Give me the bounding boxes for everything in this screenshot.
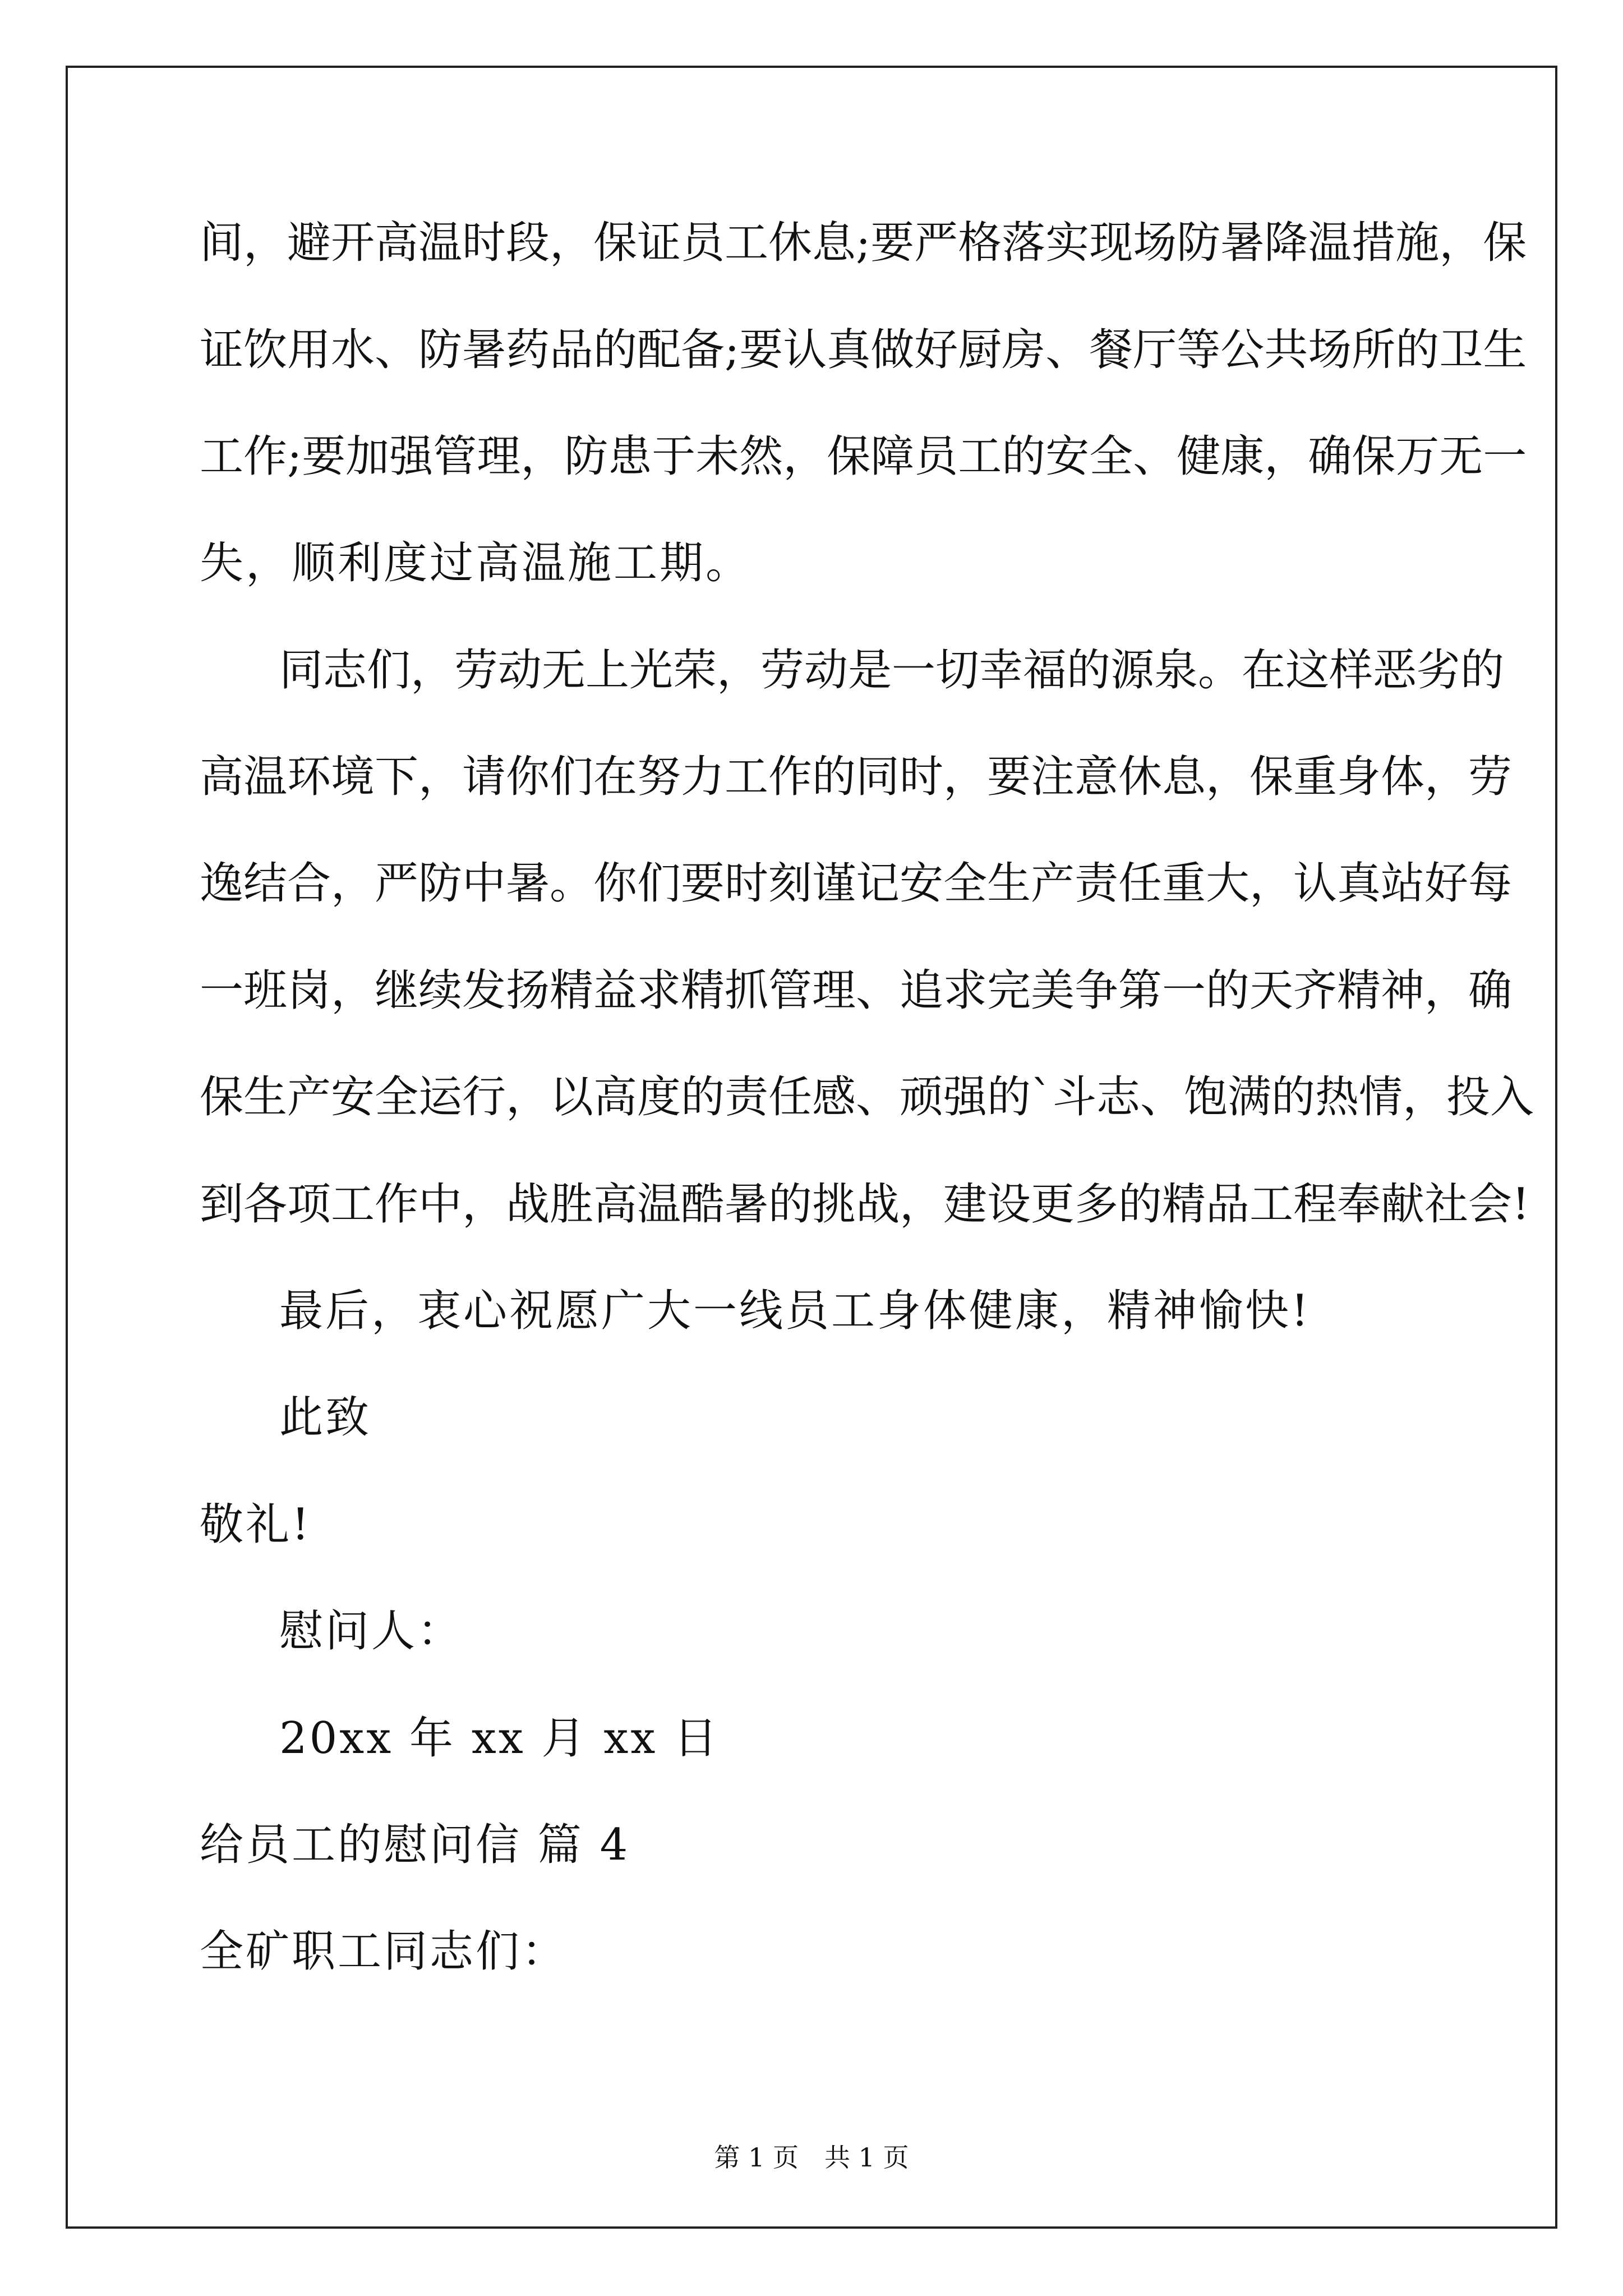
paragraph-line: 同志们，劳动无上光荣，劳动是一切幸福的源泉。在这样恶劣的 [279,645,1505,696]
section-title: 给员工的慰问信 篇 4 [200,1820,630,1870]
paragraph-line: 失，顺利度过高温施工期。 [200,538,752,588]
page-footer: 第 1 页 共 1 页 [714,2142,909,2173]
closing-wish: 最后，衷心祝愿广大一线员工身体健康，精神愉快! [279,1286,1311,1336]
paragraph-line: 工作;要加强管理，防患于未然，保障员工的安全、健康，确保万无一 [200,431,1527,482]
greeting: 全矿职工同志们： [200,1926,568,1977]
paragraph-line: 证饮用水、防暑药品的配备;要认真做好厨房、餐厅等公共场所的卫生 [200,325,1527,375]
paragraph-line: 一班岗，继续发扬精益求精抓管理、追求完美争第一的天齐精神，确 [200,965,1513,1016]
paragraph-line: 间，避开高温时段，保证员工休息;要严格落实现场防暑降温措施，保 [200,218,1527,268]
letter-date: 20xx 年 xx 月 xx 日 [279,1713,720,1764]
salutation-line-2: 敬礼! [200,1499,312,1550]
sender-label: 慰问人： [279,1606,464,1657]
paragraph-line: 逸结合，严防中暑。你们要时刻谨记安全生产责任重大，认真站好每 [200,858,1513,909]
paragraph-line: 保生产安全运行，以高度的责任感、顽强的`斗志、饱满的热情，投入 [200,1072,1534,1122]
page-border [66,66,1557,2229]
salutation-line-1: 此致 [279,1392,372,1443]
paragraph-line: 高温环境下，请你们在努力工作的同时，要注意休息，保重身体，劳 [200,752,1513,802]
paragraph-line: 到各项工作中，战胜高温酷暑的挑战，建设更多的精品工程奉献社会! [200,1179,1530,1230]
